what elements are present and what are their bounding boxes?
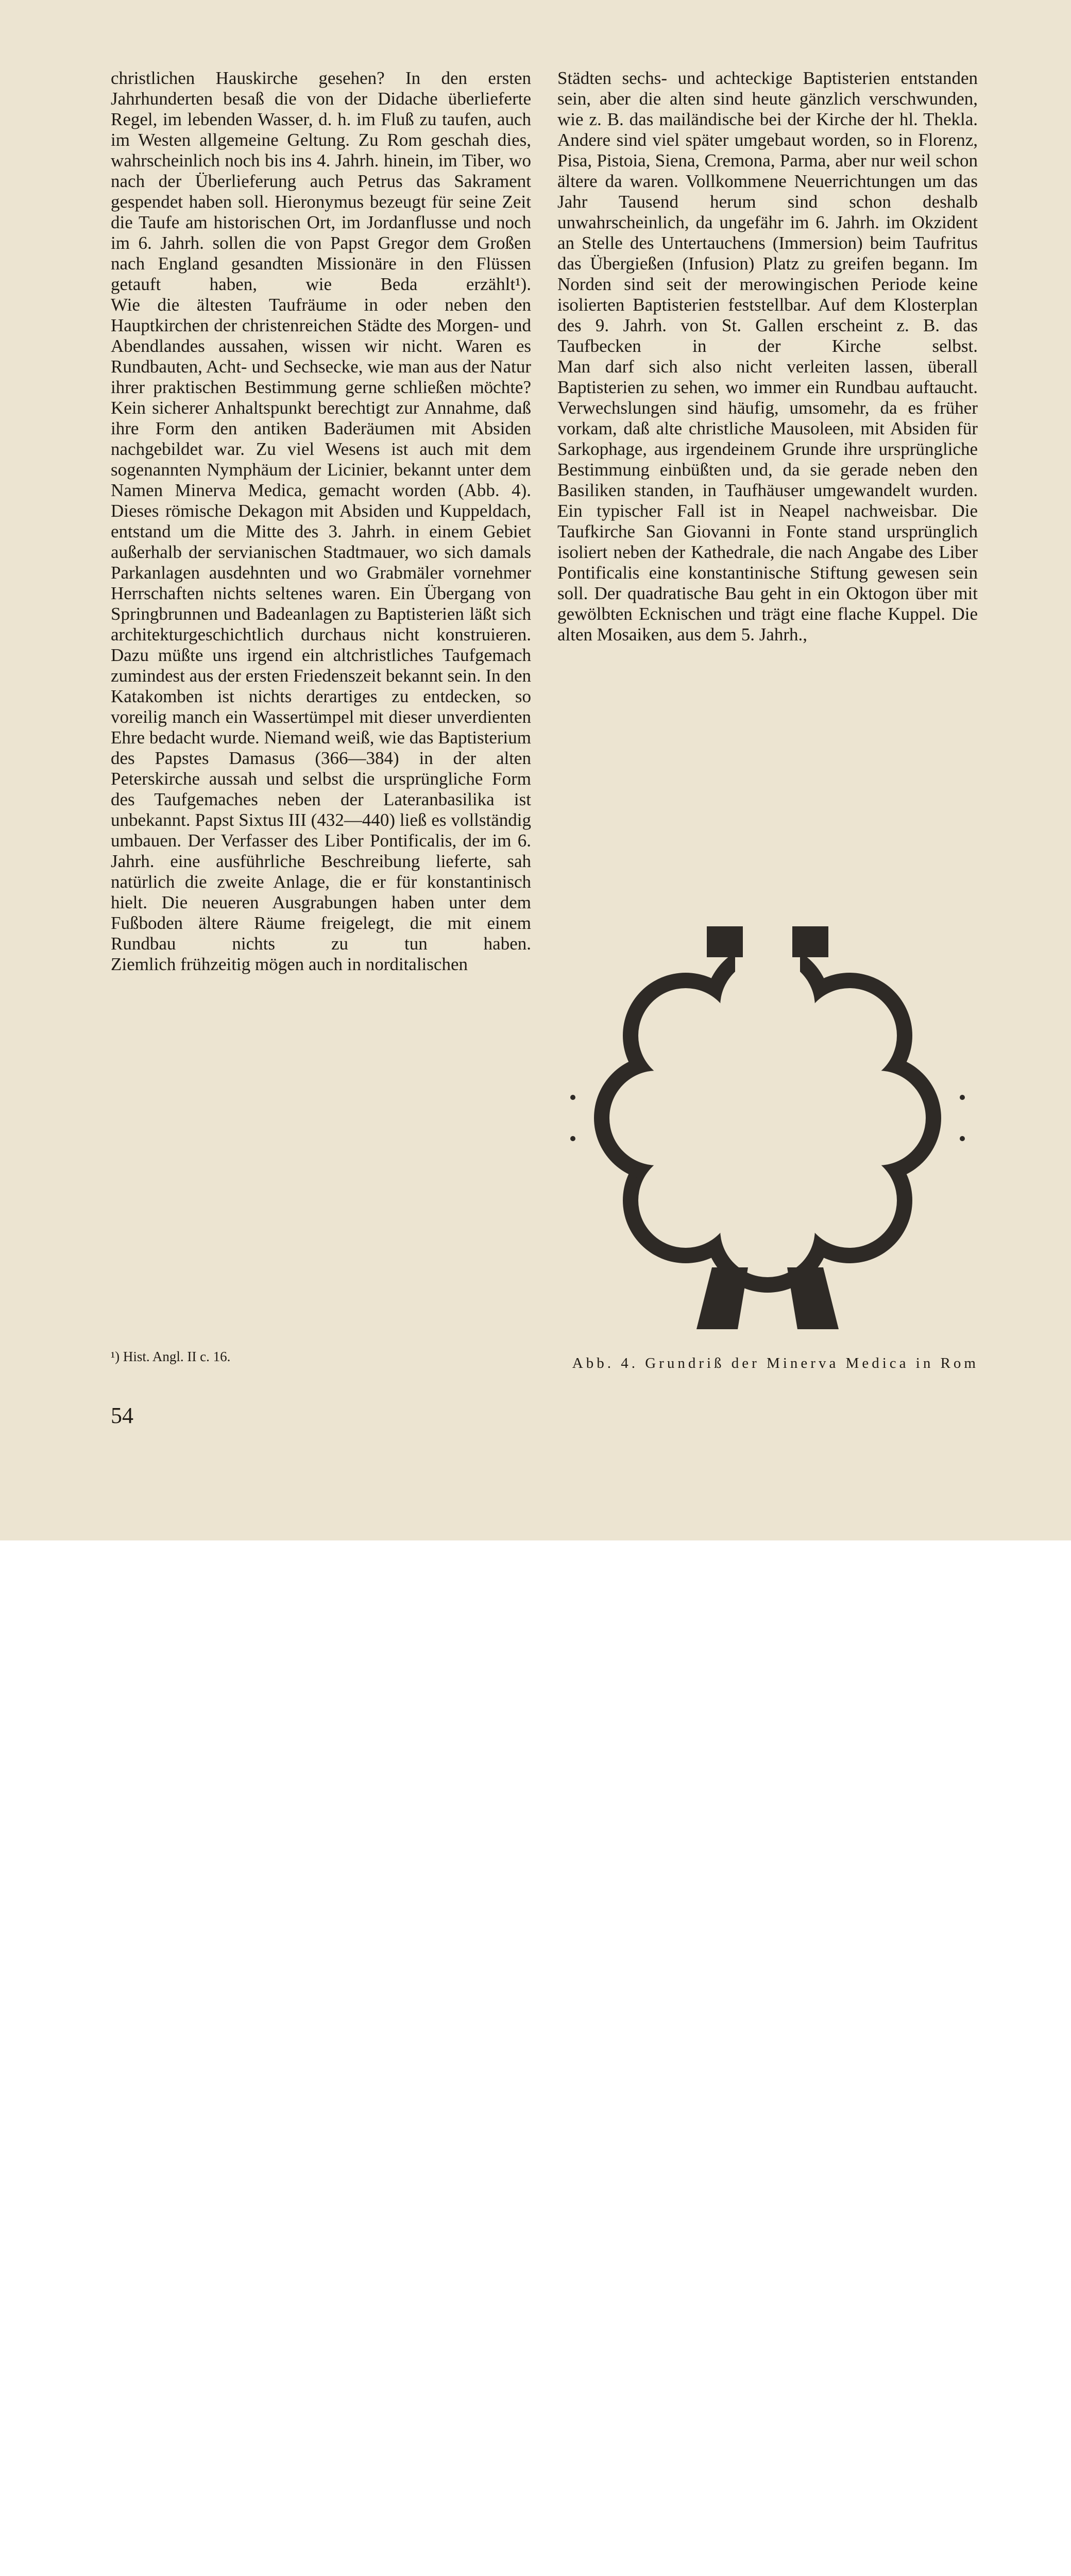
- buttress: [696, 1267, 748, 1329]
- paragraph: Man darf sich also nicht verleiten lassen, überall Baptisterien zu sehen, wo immer ein Rundbau auftaucht. Verwechslungen sind häufig, umsomehr, da es früher vorkam, daß alte christliche Mausoleen, mit Absiden für Sarkophage, aus irgendeinem Grunde ihre ursprüngliche Bestimmung einbüßten und, da sie gerade neben den Basiliken standen, in Taufhäuser umgewandelt wurden. Ein typischer Fall ist in Neapel nachweisbar. Die Taufkirche San Giovanni in Fonte stand ursprünglich isoliert neben der Kathedrale, die nach Angabe des Liber Pontificalis eine konstantinische Stiftung gewesen sein soll. Der quadratische Bau geht in ein Oktogon über mit gewölbten Ecknischen und trägt eine flache Kuppel. Die alten Mosaiken, aus dem 5. Jahrh.,: [557, 357, 978, 645]
- page-number: 54: [111, 1403, 133, 1428]
- right-text-column: [557, 68, 978, 645]
- footnote: ¹) Hist. Angl. II c. 16.: [111, 1349, 231, 1364]
- rotunda-walls: [594, 943, 941, 1293]
- buttress: [787, 1267, 839, 1329]
- viewer-footer: [0, 1540, 1071, 1620]
- paragraph: Städten sechs- und achteckige Baptisterien entstanden sein, aber die alten sind heute gänzlich verschwunden, wie z. B. das mailändische bei der Kirche der hl. Thekla. Andere sind viel später umgebaut worden, so in Florenz, Pisa, Pistoia, Siena, Cremona, Parma, aber nur weil schon ältere da waren. Vollkommene Neuerrichtungen um das Jahr Tausend herum sind schon deshalb unwahrscheinlich, da ungefähr im 6. Jahrh. im Okzident an Stelle des Untertauchens (Immersion) beim Taufritus das Übergießen (Infusion) Platz zu greifen begann. Im Norden sind seit der merowingischen Periode keine isolierten Baptisterien feststellbar. Auf dem Klosterplan des 9. Jahrh. von St. Gallen erscheint z. B. das Taufbecken in der Kirche selbst.: [557, 68, 978, 356]
- entrance-jamb: [792, 926, 828, 957]
- left-text-column: [111, 68, 531, 975]
- paragraph: christlichen Hauskirche gesehen? In den ersten Jahrhunderten besaß die von der Didache überlieferte Regel, im lebenden Wasser, d. h. im Fluß zu taufen, auch im Westen allgemeine Geltung. Zu Rom geschah dies, wahrscheinlich noch bis ins 4. Jahrh. hinein, im Tiber, wo nach der Überlieferung auch Petrus das Sakrament gespendet haben soll. Hieronymus bezeugt für seine Zeit die Taufe am historischen Ort, im Jordanflusse und noch im 6. Jahrh. sollen die von Papst Gregor dem Großen nach England gesandten Missionäre in den Flüssen getauft haben, wie Beda erzählt¹).: [111, 68, 531, 294]
- floor-plan-figure: [557, 896, 978, 1334]
- figure-caption: Abb. 4. Grundriß der Minerva Medica in Rom: [572, 1355, 979, 1371]
- entrance-jamb: [707, 926, 743, 957]
- paragraph: Ziemlich frühzeitig mögen auch in norditalischen: [111, 954, 468, 974]
- paragraph: Wie die ältesten Taufräume in oder neben den Hauptkirchen der christenreichen Städte des Morgen- und Abendlandes aussahen, wissen wir nicht. Waren es Rundbauten, Acht- und Sechsecke, wie man aus der Natur ihrer praktischen Bestimmung gerne schließen möchte? Kein sicherer Anhaltspunkt berechtigt zur Annahme, daß ihre Form den antiken Baderäumen mit Absiden nachgebildet war. Zu viel Wesens ist auch mit dem sogenannten Nymphäum der Licinier, bekannt unter dem Namen Minerva Medica, gemacht worden (Abb. 4). Dieses römische Dekagon mit Absiden und Kuppeldach, entstand um die Mitte des 3. Jahrh. in einem Gebiet außerhalb der servianischen Stadtmauer, wo sich damals Parkanlagen ausdehnten und wo Grabmäler vornehmer Herrschaften nichts seltenes waren. Ein Übergang von Springbrunnen und Badeanlagen zu Baptisterien läßt sich architekturgeschichtlich durchaus nicht konstruieren. Dazu müßte uns irgend ein altchristliches Taufgemach zumindest aus der ersten Friedenszeit bekannt sein. In den Katakomben ist nichts derartiges zu entdecken, so voreilig manch ein Wassertümpel mit dieser unverdienten Ehre bedacht wurde. Niemand weiß, wie das Baptisterium des Papstes Damasus (366—384) in der alten Peterskirche aussah und selbst die ursprüngliche Form des Taufgemaches neben der Lateranbasilika ist unbekannt. Papst Sixtus III (432—440) ließ es vollständig umbauen. Der Verfasser des Liber Pontificalis, der im 6. Jahrh. eine ausführliche Beschreibung lieferte, sah natürlich die zweite Anlage, die er für konstantinisch hielt. Die neueren Ausgrabungen haben unter dem Fußboden ältere Räume freigelegt, die mit einem Rundbau nichts zu tun haben.: [111, 295, 531, 954]
